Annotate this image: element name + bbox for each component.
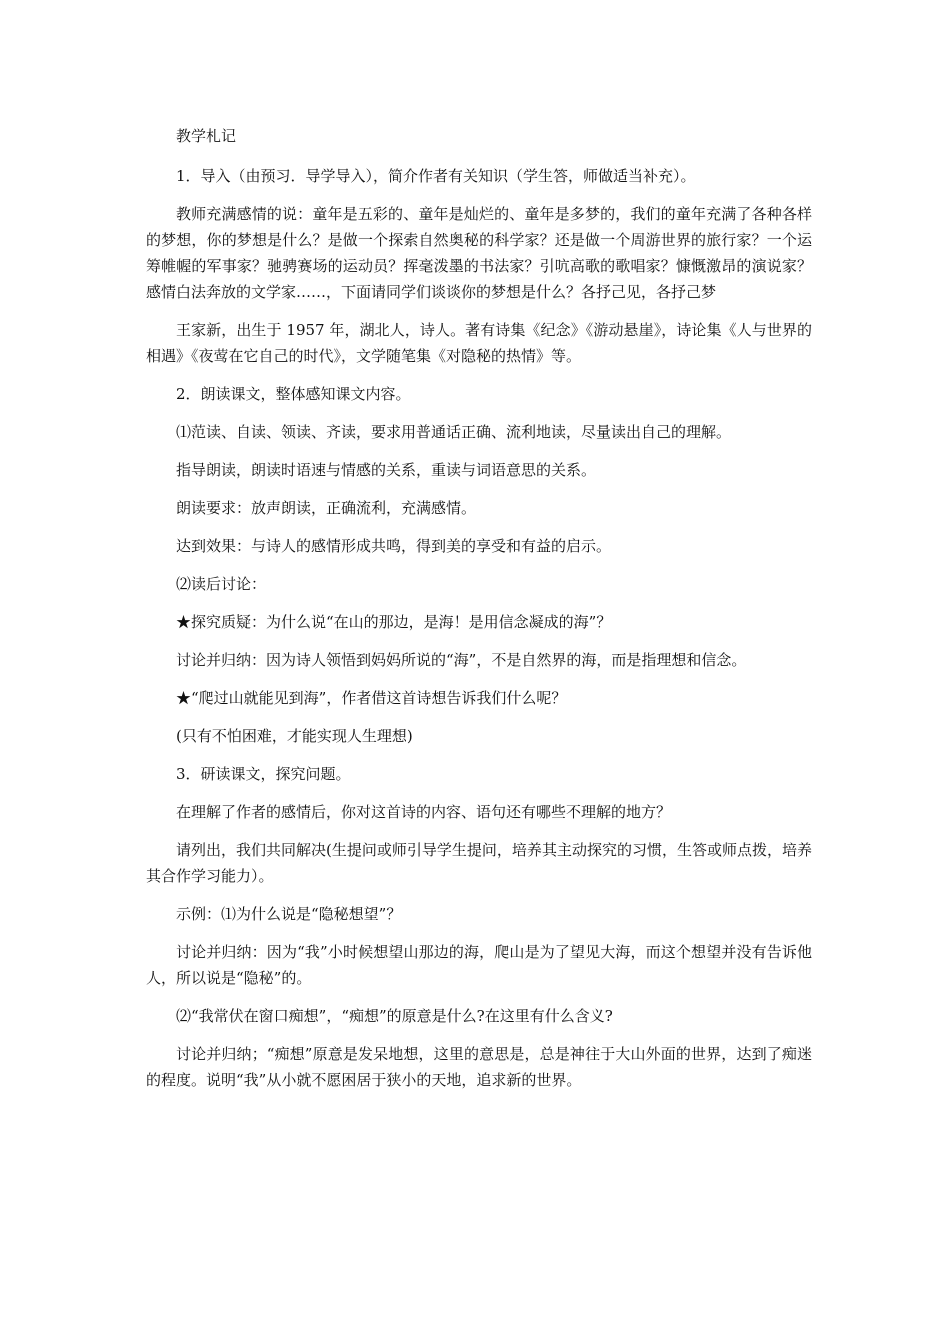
paragraph-answer-2: (只有不怕困难，才能实现人生理想) bbox=[176, 727, 413, 745]
paragraph-example-question-2: ⑵“我常伏在窗口痴想”，“痴想”的原意是什么?在这里有什么含义? bbox=[176, 1007, 613, 1025]
paragraph-teacher-speech: 教师充满感情的说：童年是五彩的、童年是灿烂的、童年是多梦的，我们的童年充满了各种各样的梦想，你的梦想是什么？是做一个探索自然奥秘的科学家？还是做一个周游世界的旅行家？一个运筹帷幄的军事家？驰骋赛场的运动员？挥毫泼墨的书法家？引吭高歌的歌唱家？慷慨激昂的演说家？感情白法奔放的文学家……，下面请同学们谈谈你的梦想是什么？各抒己见，各抒己梦 bbox=[146, 205, 812, 301]
paragraph-reading-requirements: 朗读要求：放声朗读，正确流利，充满感情。 bbox=[176, 499, 477, 517]
paragraph-intro-step: 1．导入（由预习．导学导入），简介作者有关知识（学生答，师做适当补充）。 bbox=[176, 167, 696, 185]
document-body bbox=[146, 123, 812, 1105]
paragraph-example-answer-2: 讨论并归纳；“痴想”原意是发呆地想，这里的意思是，总是神往于大山外面的世界，达到了痴迷的程度。说明“我”从小就不愿困居于狭小的天地，追求新的世界。 bbox=[146, 1045, 812, 1089]
paragraph-question-2: ★“爬过山就能见到海”，作者借这首诗想告诉我们什么呢？ bbox=[176, 689, 567, 707]
paragraph-reading-effect: 达到效果：与诗人的感情形成共鸣，得到美的享受和有益的启示。 bbox=[176, 537, 612, 555]
paragraph-author-bio: 王家新，出生于 1957 年，湖北人，诗人。著有诗集《纪念》《游动悬崖》，诗论集《人与世界的相遇》《夜莺在它自己的时代》，文学随笔集《对隐秘的热情》等。 bbox=[146, 321, 812, 365]
paragraph-example-answer-1: 讨论并归纳：因为“我”小时候想望山那边的海，爬山是为了望见大海，而这个想望并没有告诉他人，所以说是“隐秘”的。 bbox=[146, 943, 812, 987]
paragraph-reading-guidance: 指导朗读，朗读时语速与情感的关系，重读与词语意思的关系。 bbox=[176, 461, 597, 479]
paragraph-question-1: ★探究质疑：为什么说“在山的那边，是海！是用信念凝成的海”？ bbox=[176, 613, 612, 631]
paragraph-study-step: 3．研读课文，探究问题。 bbox=[176, 765, 351, 783]
paragraph-reading-step: 2．朗读课文，整体感知课文内容。 bbox=[176, 385, 411, 403]
paragraph-reading-methods: ⑴范读、自读、领读、齐读，要求用普通话正确、流利地读，尽量读出自己的理解。 bbox=[176, 423, 732, 441]
paragraph-study-instructions: 请列出，我们共同解决(生提问或师引导学生提问，培养其主动探究的习惯，生答或师点拨，培养其合作学习能力）。 bbox=[146, 841, 812, 885]
section-heading: 教学札记 bbox=[176, 127, 237, 145]
paragraph-study-prompt: 在理解了作者的感情后，你对这首诗的内容、语句还有哪些不理解的地方？ bbox=[176, 803, 672, 821]
paragraph-example-question-1: 示例：⑴为什么说是“隐秘想望”？ bbox=[176, 905, 402, 923]
paragraph-answer-1: 讨论并归纳：因为诗人领悟到妈妈所说的“海”，不是自然界的海，而是指理想和信念。 bbox=[176, 651, 747, 669]
paragraph-discussion-label: ⑵读后讨论： bbox=[176, 575, 267, 593]
